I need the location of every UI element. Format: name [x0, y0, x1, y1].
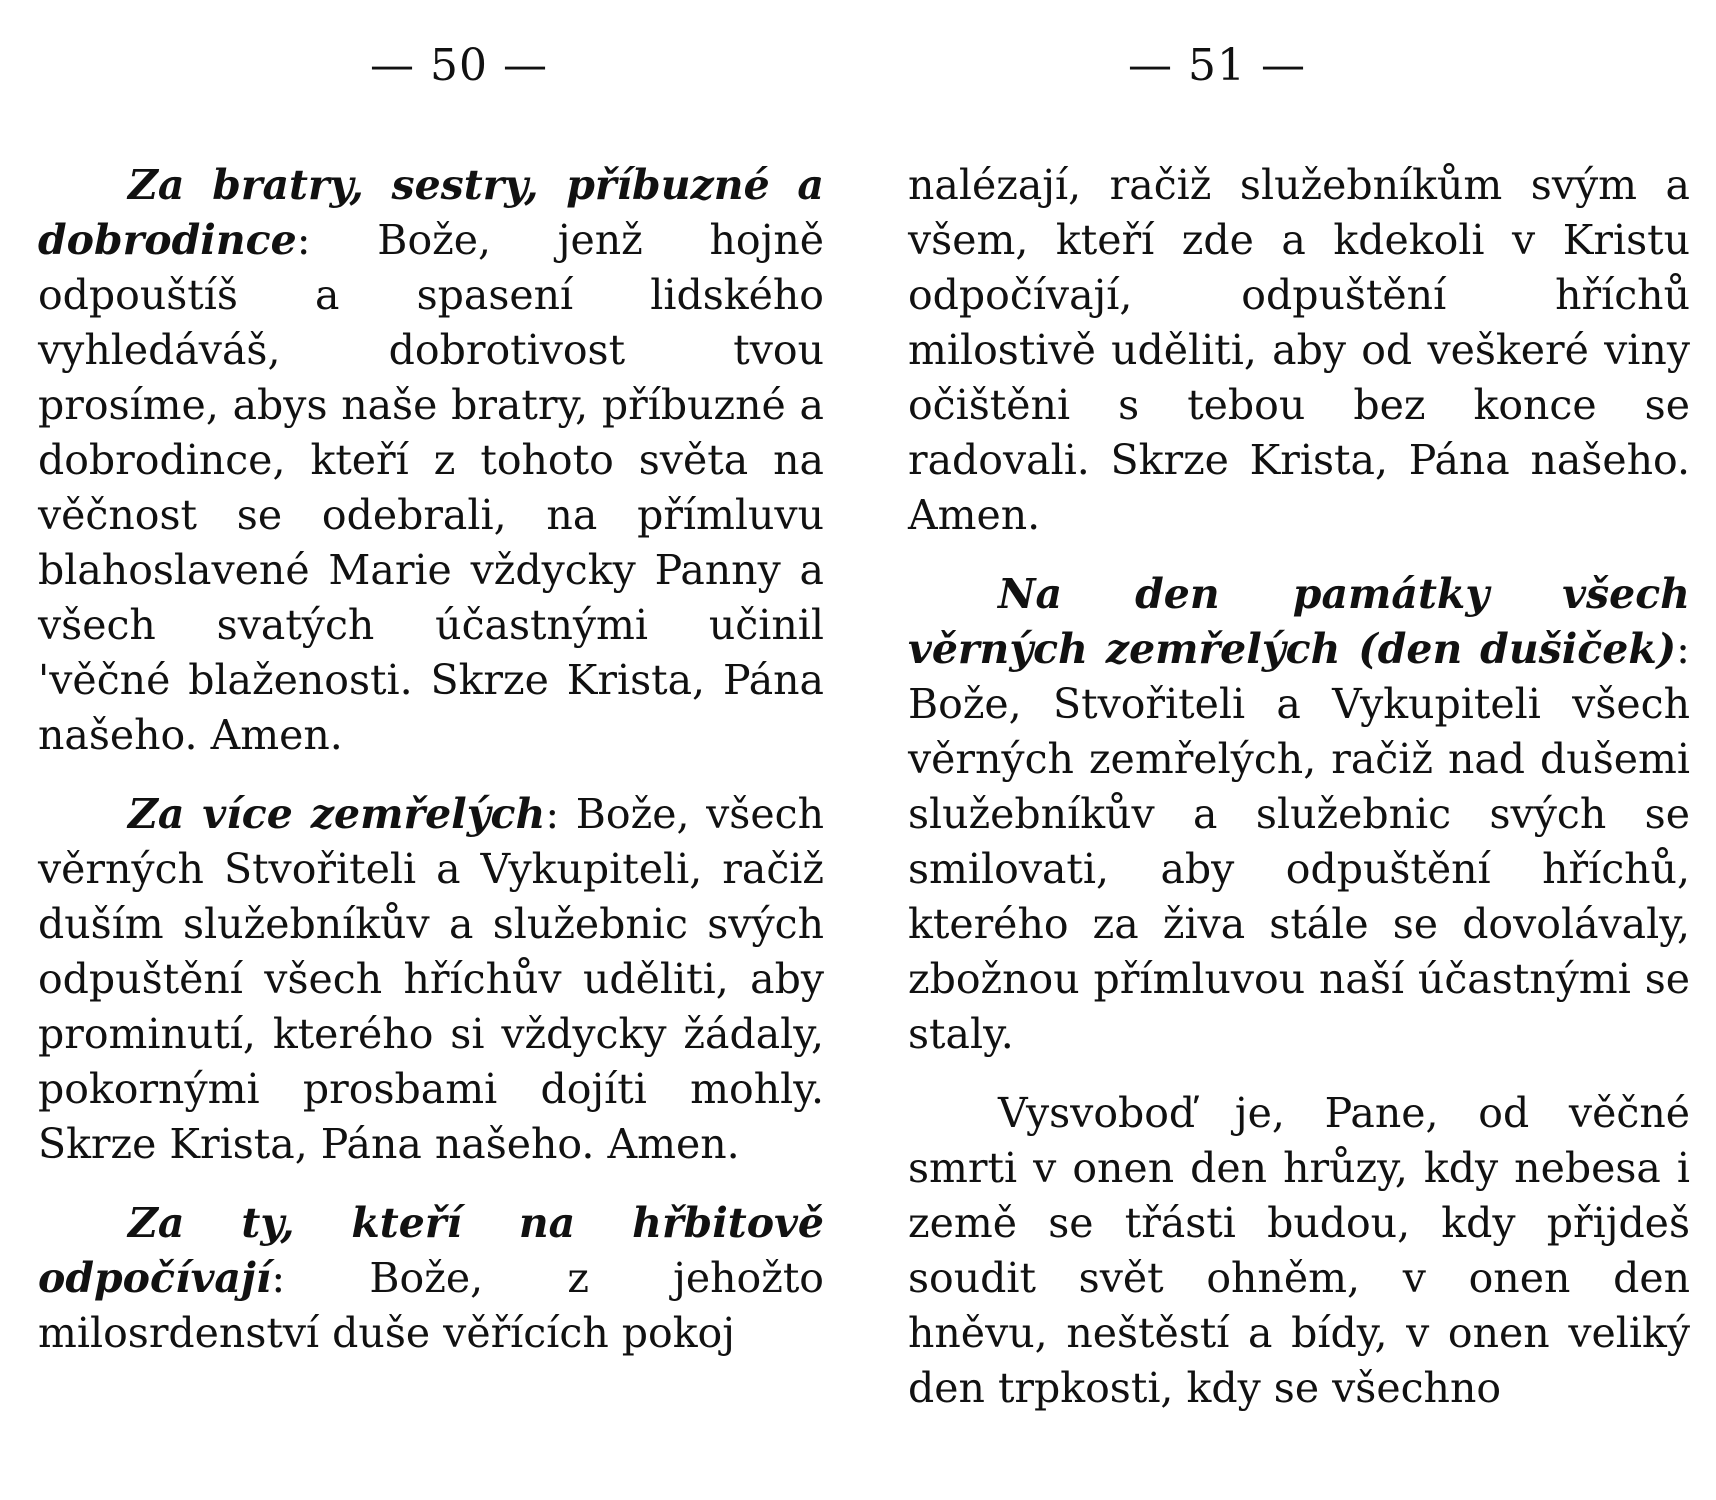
right-page [858, 0, 1716, 1500]
prayer-heading: Na den památky všech věrných zemřelých (den dušiček) [908, 570, 1690, 673]
prayer-heading: Za více zemřelých [128, 790, 546, 838]
page-number-right: — 51 — [1128, 40, 1306, 91]
prayer-cemetery [38, 1196, 824, 1361]
prayer-heading: Za ty, kteří na hřbitově odpočívají [38, 1199, 824, 1302]
prayer-cemetery-continuation [908, 158, 1690, 543]
prayer-text: : Bože, z jehožto milosrdenství duše věřících pokoj [38, 1254, 824, 1357]
left-text-column [38, 158, 824, 1361]
page-number-left: — 50 — [370, 40, 548, 91]
prayer-text: Vysvoboď je, Pane, od věčné smrti v onen den hrůzy, kdy nebesa i země se třásti budou, kdy přijdeš soudit svět ohněm, v onen den hněvu, neštěstí a bídy, v onen veliký den trpkosti, kdy se všechno [908, 1089, 1690, 1412]
right-text-column [908, 158, 1690, 1416]
prayer-siblings-relatives-benefactors [38, 158, 824, 763]
prayer-text: : Bože, jenž hojně odpouštíš a spasení lidského vyhledáváš, dobrotivost tvou prosíme, abys naše bratry, příbuzné a dobrodince, kteří z tohoto světa na věčnost se odebrali, na přímluvu blahoslavené Marie vždycky Panny a všech svatých účastnými učinil 'věčné blaženosti. Skrze Krista, Pána našeho. Amen. [38, 216, 824, 759]
prayer-heading: Za bratry, sestry, příbuzné a dobrodince [38, 161, 824, 264]
prayer-text: nalézají, račiž služebníkům svým a všem, kteří zde a kdekoli v Kristu odpočívají, odpuštění hříchů milostivě uděliti, aby od veškeré viny očištěni s tebou bez konce se radovali. Skrze Krista, Pána našeho. Amen. [908, 161, 1690, 539]
prayer-deliverance [908, 1086, 1690, 1416]
prayer-all-souls-day [908, 567, 1690, 1062]
prayer-several-deceased [38, 787, 824, 1172]
prayer-text: : Bože, všech věrných Stvořiteli a Vykupiteli, račiž duším služebníkův a služebnic svých odpuštění všech hříchův uděliti, aby prominutí, kterého si vždycky žádaly, pokornými prosbami dojíti mohly. Skrze Krista, Pána našeho. Amen. [38, 790, 824, 1168]
prayer-text: : Bože, Stvořiteli a Vykupiteli všech věrných zemřelých, račiž nad dušemi služebníkův a služebnic svých se smilovati, aby odpuštění hříchů, kterého za živa stále se dovolávaly, zbožnou přímluvou naší účastnými se staly. [908, 625, 1690, 1058]
